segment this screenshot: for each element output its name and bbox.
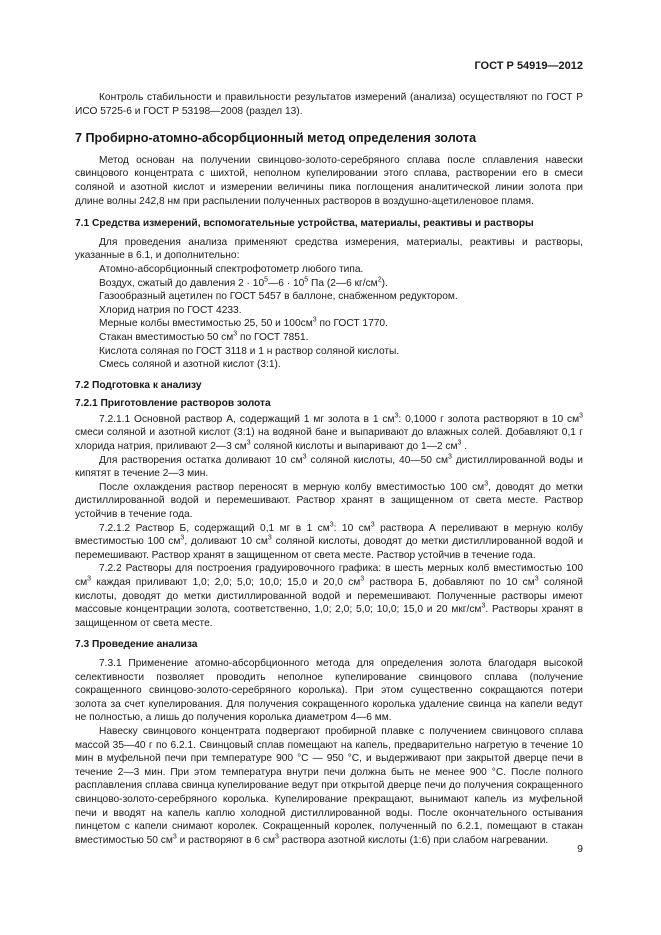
superscript: 2 [377,276,382,284]
text: раствора А переливают в мерную колбу вместимостью 100 см [75,522,584,548]
paragraph-7-2-1-2 [75,522,583,563]
equipment-list [75,263,583,372]
section-7-heading: 7 Пробирно-атомно-абсорбционный метод определения золота [75,131,477,146]
text: смеси соляной и азотной кислот (3:1) на водяной бане и выпаривают до влажных солей. Добавляют 0,1 г хлорида натрия, приливают 2—3 см [75,427,583,453]
superscript: 3 [180,534,185,542]
text: каждая приливают 1,0; 2,0; 5,0; 10,0; 15,0 и 20,0 см [91,577,361,588]
list-item-text: по ГОСТ 1770. [316,318,388,330]
section-7-1-title: 7.1 Средства измерений, вспомогательные устройства, материалы, реактивы и растворы [75,218,534,230]
text: Навеску свинцового концентрата подвергают пробирной плавке с получением свинцового сплава массой 35—40 г по 6.2.1. Свинцовый сплав помещают на капель, предварительно нагретую в течение 10 мин в муфельной печи при температуре 900 °С — 950 °С, и выдерживают при закрытой дверце печи в течение 2—3 мин. При этом температура внутри печи должна быть не менее 900 °С. После полного расплавления сплава свинца купелирование ведут при открытой дверце печи до получения сокращенного свинцово-золото-серебряного королька. Купелирование прекращают, вынимают капель из муфельной печи и вводят на капель каплю холодной дистиллированной воды. После окончательного остывания пинцетом с капели снимают королек. Сокращенный королек, полученный по 6.2.1, помещают в стакан вместимостью 50 см [75,725,583,846]
superscript: 3 [394,412,399,420]
section-7-paragraph: Метод основан на получении свинцово-золото-серебряного сплава после сплавления навески свинцового концентрата с шихтой, неполном купелировании этого сплава, растворении его в смеси соляной и азотной кислот и измерении величины пика поглощения аналитической линии золота при длине волны 242,8 нм при распылении полученных растворов в воздушно-ацетиленовое пламя. [75,154,583,207]
superscript: 3 [370,521,375,529]
superscript: 3 [172,833,177,841]
paragraph-7-3-1: 7.3.1 Применение атомно-абсорбционного метода для определения золота благодаря высокой селективности позволяет проводить неполное купелирование свинцового сплава (получение сокращенного свинцово-золото-серебряного королька). При этом существенно сокращаются потери золота за счет купелирования. Для получения сокращенного королька удаление свинца на капели ведут не полностью, а лишь до получения королька диаметром 4—6 мм. [75,657,583,724]
text: , доводят до метки дистиллированной водой и перемешивают. Раствор хранят в защищенном от света месте. Раствор устойчив в течение года. [75,481,583,521]
list-item: Хлорид натрия по ГОСТ 4233. [99,304,242,316]
list-item: Смесь соляной и азотной кислот (3:1). [99,359,281,371]
section-7-1-heading [75,217,583,231]
superscript: 3 [329,521,334,529]
paragraph-sample [75,725,583,847]
text: : 0,1000 г золота растворяют в 10 см [398,413,580,425]
list-item-text: Мерные колбы вместимостью 25, 50 и 100см [99,318,313,330]
superscript: 3 [484,480,489,488]
list-item-text: Па (2—6 кг/см [308,277,378,289]
text: соляной кислоты, доводят до метки дистиллированной водой и перемешивают. Раствор хранят в защищенном от света месте. Раствор устойчив в течение года. [75,536,584,561]
superscript: 3 [267,534,272,542]
text: раствора Б, добавляют по 10 см [364,577,535,588]
superscript: 3 [87,575,92,583]
section-7-3-heading: 7.3 Проведение анализа [75,639,198,651]
superscript: 5 [304,276,309,284]
list-item: Атомно-абсорбционный спектрофотометр любого типа. [99,263,364,275]
text: 7.2.1.2 Раствор Б, содержащий 0,1 мг в 1 см [99,522,330,534]
list-item [75,331,583,345]
text: , доливают 10 см [184,536,268,548]
superscript: 3 [481,602,486,610]
superscript: 3 [233,330,238,338]
superscript: 3 [246,439,251,447]
text: соляной кислоты и выпаривают до 1—2 см [250,441,458,453]
superscript: 5 [264,276,269,284]
intro-paragraph: Контроль стабильности и правильности результатов измерений (анализа) осуществляют по ГОСТ Р ИСО 5725-6 и ГОСТ Р 53198—2008 (раздел 13). [75,92,583,117]
superscript: 3 [312,316,317,324]
list-item [75,317,583,331]
list-item-text: по ГОСТ 7851. [237,331,309,343]
list-item-text: ). [381,277,388,289]
list-item: Кислота соляная по ГОСТ 3118 и 1 н раствор соляной кислоты. [99,345,400,357]
section-7-1-intro: Для проведения анализа применяют средства измерения, материалы, реактивы и растворы, указанные в 6.1, и дополнительно: [75,236,583,262]
superscript: 3 [534,575,539,583]
text: 7.2.2 Растворы для построения градуировочного графика: в шесть мерных колб вместимостью 100 см [75,563,583,588]
text: Для растворения остатка доливают 10 см [99,454,303,466]
paragraph-dissolve [75,454,583,481]
superscript: 3 [579,412,583,420]
text: После охлаждения раствор переносят в мерную колбу вместимостью 100 см [99,481,485,493]
list-item [75,277,583,291]
page-number: 9 [577,843,583,855]
paragraph-cooling [75,481,583,522]
text: . Растворы хранят в защищенном от света месте. [75,604,583,629]
text: . [461,441,468,453]
text: и растворяют в 6 см [176,834,276,846]
list-item: Газообразный ацетилен по ГОСТ 5457 в баллоне, снабженном редуктором. [99,291,458,303]
text: соляной кислоты, 40—50 см [306,454,448,466]
list-item-text: —6 · 10 [268,277,305,289]
text: : 10 см [333,522,371,534]
superscript: 3 [447,453,452,461]
list-item-text: Воздух, сжатый до давления 2 · 10 [99,277,265,289]
section-7-2-heading: 7.2 Подготовка к анализу [75,379,202,391]
superscript: 3 [275,833,279,841]
paragraph-7-2-2 [75,562,583,630]
text: соляной кислоты, доводят до метки дистиллированной водой и перемешивают. Полученные растворы имеют массовые концентрации золота, соответственно, 1,0; 2,0; 5,0; 10,0; 15,0 и 20 мкг/см [75,577,583,616]
superscript: 3 [457,439,462,447]
paragraph-7-2-1-1 [75,413,583,454]
text: раствора азотной кислоты (1:6) при слабом нагревании. [278,834,549,846]
document-header: ГОСТ Р 54919—2012 [474,60,583,72]
superscript: 3 [302,453,307,461]
list-item-text: Стакан вместимостью 50 см [99,331,234,343]
text: 7.2.1.1 Основной раствор А, содержащий 1 мг золота в 1 см [99,413,395,425]
superscript: 3 [360,575,365,583]
page-content [75,91,583,847]
section-7-2-1-heading: 7.2.1 Приготовление растворов золота [75,398,271,410]
text: дистиллированной воды и кипятят в течение 2—3 мин. [75,454,583,480]
